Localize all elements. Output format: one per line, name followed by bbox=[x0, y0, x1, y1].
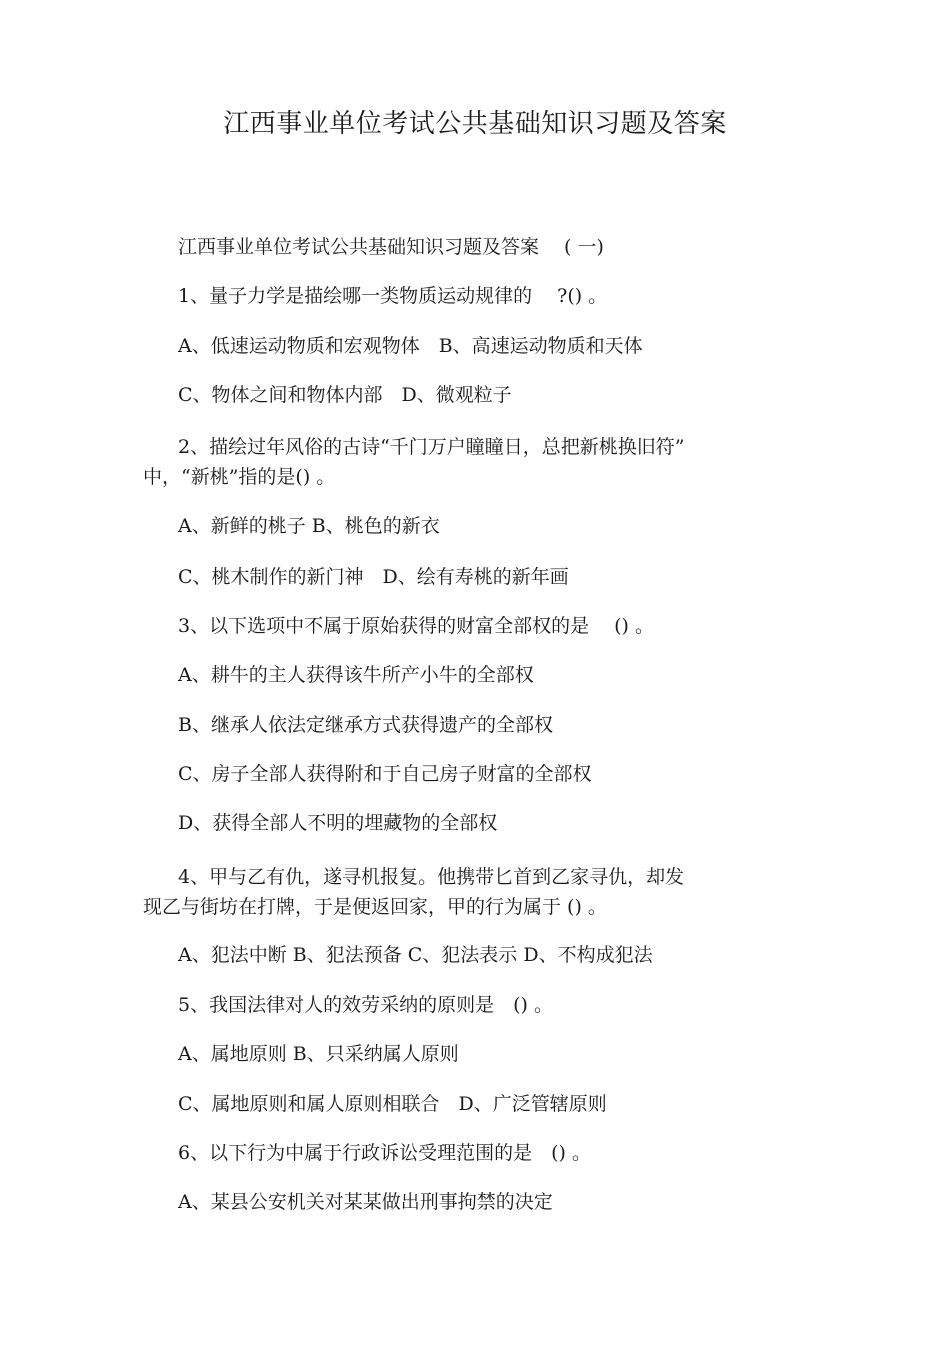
question-3-stem: 3、以下选项中不属于原始获得的财富全部权的是 () 。 bbox=[178, 615, 654, 637]
question-3-option: C、房子全部人获得附和于自己房子财富的全部权 bbox=[178, 763, 592, 785]
document-title: 江西事业单位考试公共基础知识习题及答案 bbox=[223, 109, 727, 139]
question-2-stem-line: 2、描绘过年风俗的古诗“千门万户瞳瞳日，总把新桃换旧符” bbox=[178, 436, 685, 458]
question-5-option-line: A、属地原则 B、只采纳属人原则 bbox=[178, 1043, 459, 1065]
question-1-stem: 1、量子力学是描绘哪一类物质运动规律的 ?() 。 bbox=[178, 285, 608, 307]
question-1-option-line: A、低速运动物质和宏观物体 B、高速运动物质和天体 bbox=[178, 335, 643, 357]
question-1-option-line: C、物体之间和物体内部 D、微观粒子 bbox=[178, 384, 512, 406]
question-5-stem: 5、我国法律对人的效劳采纳的原则是 () 。 bbox=[178, 994, 553, 1016]
question-3-option: B、继承人依法定继承方式获得遗产的全部权 bbox=[178, 714, 553, 736]
question-6-stem: 6、以下行为中属于行政诉讼受理范围的是 () 。 bbox=[178, 1142, 591, 1164]
section-heading: 江西事业单位考试公共基础知识习题及答案 ( 一) bbox=[178, 236, 604, 258]
question-2-option-line: A、新鲜的桃子 B、桃色的新衣 bbox=[178, 515, 440, 537]
question-2-stem-line: 中，“新桃”指的是() 。 bbox=[143, 466, 336, 488]
question-5-option-line: C、属地原则和属人原则相联合 D、广泛管辖原则 bbox=[178, 1093, 607, 1115]
question-3-option: D、获得全部人不明的埋藏物的全部权 bbox=[178, 812, 498, 834]
question-2-stem bbox=[143, 432, 793, 492]
question-3-option: A、耕牛的主人获得该牛所产小牛的全部权 bbox=[178, 664, 534, 686]
question-4-option-line: A、犯法中断 B、犯法预备 C、犯法表示 D、不构成犯法 bbox=[178, 944, 653, 966]
question-2-option-line: C、桃木制作的新门神 D、绘有寿桃的新年画 bbox=[178, 566, 569, 588]
question-6-option: A、某县公安机关对某某做出刑事拘禁的决定 bbox=[178, 1191, 553, 1213]
question-4-stem bbox=[143, 862, 793, 922]
question-4-stem-line: 现乙与街坊在打牌，于是便返回家，甲的行为属于 () 。 bbox=[143, 896, 607, 918]
question-4-stem-line: 4、甲与乙有仇，遂寻机报复。他携带匕首到乙家寻仇，却发 bbox=[178, 866, 685, 888]
